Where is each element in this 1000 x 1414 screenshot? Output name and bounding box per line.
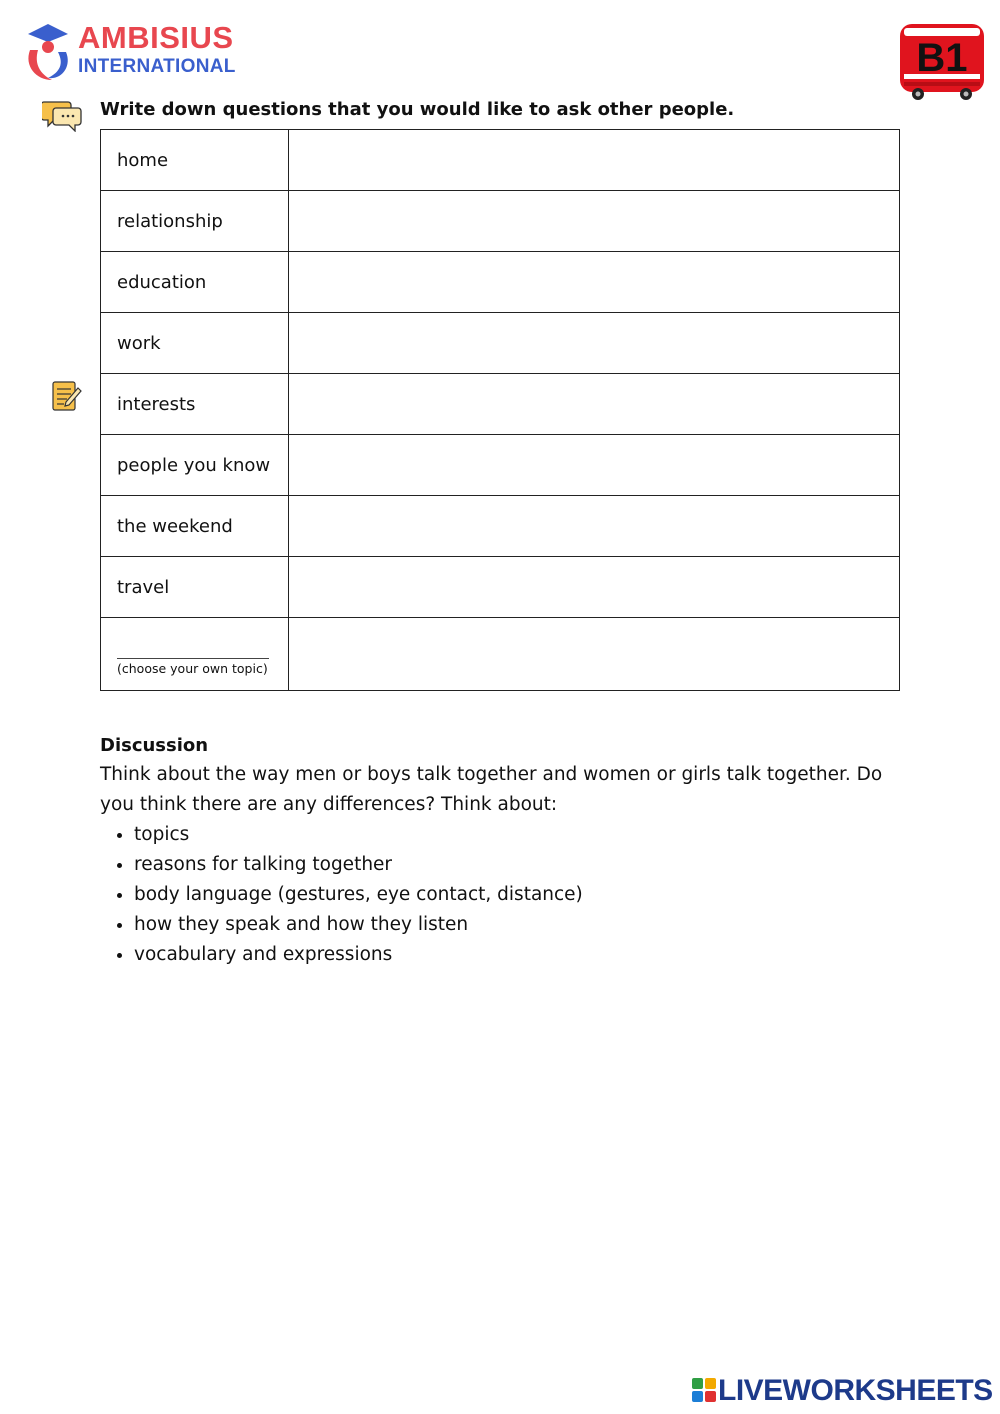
answer-cell[interactable] — [289, 618, 900, 691]
table-row — [101, 313, 900, 374]
table-row — [101, 435, 900, 496]
answer-cell[interactable] — [289, 374, 900, 435]
table-row — [101, 130, 900, 191]
answer-cell[interactable] — [289, 435, 900, 496]
table-row-own-topic — [101, 618, 900, 691]
notepad-icon — [50, 380, 84, 418]
discussion-heading: Discussion — [100, 735, 209, 756]
answer-cell[interactable] — [289, 557, 900, 618]
topic-label: education — [101, 252, 289, 313]
level-badge-text: B1 — [916, 36, 968, 80]
list-item: • topics — [134, 820, 900, 850]
list-item: • how they speak and how they listen — [134, 910, 900, 940]
topic-label: work — [101, 313, 289, 374]
topic-label: people you know — [101, 435, 289, 496]
bus-icon — [896, 18, 988, 102]
answer-cell[interactable] — [289, 252, 900, 313]
answer-cell[interactable] — [289, 313, 900, 374]
table-row — [101, 557, 900, 618]
liveworksheets-text: LIVEWORKSHEETS — [718, 1374, 993, 1407]
list-item: • reasons for talking together — [134, 850, 900, 880]
table-row — [101, 252, 900, 313]
liveworksheets-logo-icon — [692, 1378, 716, 1402]
topic-label: interests — [101, 374, 289, 435]
list-item: • vocabulary and expressions — [134, 940, 900, 970]
list-item: • body language (gestures, eye contact, distance) — [134, 880, 900, 910]
speech-bubble-icon — [42, 98, 82, 136]
exercise-instruction: Write down questions that you would like to ask other people. — [100, 99, 735, 120]
logo-line-ambisius: AMBISIUS — [78, 20, 234, 55]
own-topic-hint: (choose your own topic) — [117, 658, 269, 676]
topic-label: home — [101, 130, 289, 191]
topics-table — [100, 129, 900, 691]
ambisius-logo — [22, 20, 262, 84]
answer-cell[interactable] — [289, 191, 900, 252]
topic-label: travel — [101, 557, 289, 618]
level-badge-bus — [896, 18, 988, 102]
topic-label: the weekend — [101, 496, 289, 557]
answer-cell[interactable] — [289, 496, 900, 557]
table-row — [101, 191, 900, 252]
answer-cell[interactable] — [289, 130, 900, 191]
discussion-points — [100, 820, 900, 970]
logo-line-international: INTERNATIONAL — [78, 56, 236, 77]
logo-emblem-icon — [22, 20, 74, 82]
topic-label: relationship — [101, 191, 289, 252]
discussion-text: Think about the way men or boys talk together and women or girls talk together. Do you think there are any differences? Think about: — [100, 764, 883, 815]
discussion-section — [100, 734, 900, 970]
table-row — [101, 374, 900, 435]
own-topic-cell[interactable] — [101, 618, 289, 691]
table-row — [101, 496, 900, 557]
